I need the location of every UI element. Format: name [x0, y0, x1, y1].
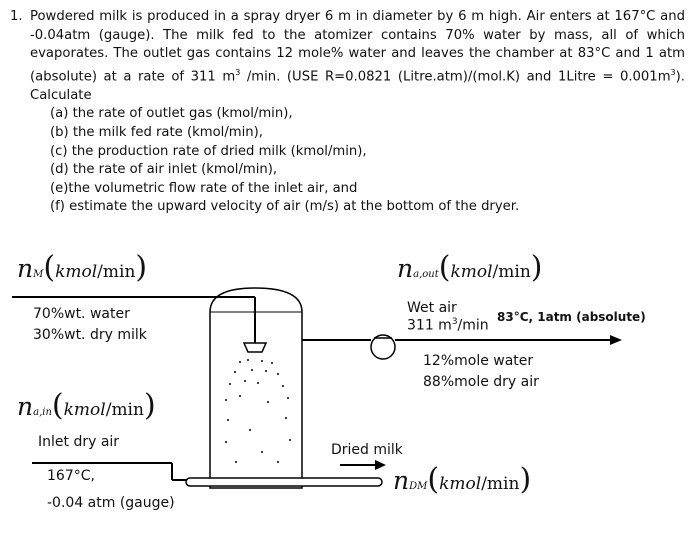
statement-text-end: ). Calculate [30, 69, 685, 103]
outlet-water-label: 12%mole water [423, 353, 534, 369]
outlet-conditions-label: 83°C, 1atm (absolute) [497, 310, 646, 324]
droplet [251, 369, 253, 371]
paren: ) [530, 250, 543, 285]
droplet [261, 360, 263, 362]
symbol-n: n [397, 254, 414, 283]
droplet [289, 439, 291, 441]
rate-sup: 3 [451, 317, 458, 327]
part-a: (a) the rate of outlet gas (kmol/min), [50, 106, 293, 122]
statement-text: Powdered milk is produced in a spray dryer 6 m in diameter by 6 m high. Air enters at 167°C and -0.04atm (gauge). The milk fed to the atomizer contains 70% water by mass, all of which evaporates. The outlet gas contains 12 mole% water and leaves the chamber at 83°C and 1 atm (absolute) at a rate of 311 m [30, 9, 685, 85]
unit-den: /min [105, 400, 144, 420]
unit-den-text: min [498, 262, 531, 282]
droplet [244, 380, 246, 382]
atomizer-nozzle [244, 343, 266, 352]
superscript: 3 [235, 67, 241, 77]
symbol-n: n [17, 254, 34, 283]
wet-air-label: Wet air [407, 300, 457, 316]
symbol-sub: a,out [413, 269, 439, 280]
symbol-sub: DM [409, 481, 428, 492]
spray-droplets [225, 359, 291, 463]
product-conveyor [186, 478, 382, 486]
feed-flow-symbol [17, 250, 147, 285]
inlet-air-label: Inlet dry air [38, 434, 120, 450]
symbol-sub: a,in [33, 407, 52, 418]
symbol-n: n [393, 466, 410, 495]
unit-num: kmol [450, 262, 493, 282]
droplet [225, 441, 227, 443]
unit-den-text: min [111, 400, 144, 420]
unit-den-text: min [102, 262, 136, 282]
feed-water-label: 70%wt. water [33, 306, 130, 322]
part-e: (e)the volumetric flow rate of the inlet air, and [50, 180, 358, 196]
droplet [257, 382, 259, 384]
rate-value: 311 m [407, 317, 452, 334]
statement-text-mid: /min. (USE R=0.0821 (Litre.atm)/(mol.K) and 1Litre = 0.001m [240, 69, 671, 85]
droplet [265, 370, 267, 372]
unit-num: kmol [63, 400, 106, 420]
part-c: (c) the production rate of dried milk (kmol/min), [50, 143, 367, 159]
droplet [261, 451, 263, 453]
wet-air-rate [407, 317, 489, 334]
unit-den: /min [492, 262, 531, 282]
droplet [235, 461, 237, 463]
product-arrow-icon [375, 460, 386, 470]
superscript: 3 [670, 67, 676, 77]
inlet-temp-label: 167°C, [47, 468, 95, 484]
droplet [239, 395, 241, 397]
droplet [271, 362, 273, 364]
droplet [229, 383, 231, 385]
outlet-flow-symbol [397, 250, 543, 285]
paren: ( [438, 250, 451, 285]
unit-den: /min [481, 474, 520, 494]
inlet-flow-symbol [17, 388, 156, 423]
part-f: (f) estimate the upward velocity of air (m/s) at the bottom of the dryer. [50, 199, 520, 215]
unit-den-text: min [486, 474, 520, 494]
unit-num: kmol [55, 262, 98, 282]
rate-unit: /min [457, 317, 489, 334]
paren: ) [519, 462, 532, 497]
droplet [239, 361, 241, 363]
product-flow-symbol [393, 462, 531, 497]
droplet [282, 385, 284, 387]
paren: ) [143, 388, 156, 423]
symbol-n: n [17, 392, 34, 421]
droplet [285, 417, 287, 419]
symbol-sub: M [33, 269, 44, 280]
droplet [277, 373, 279, 375]
problem-number: 1. [10, 9, 23, 24]
unit-den: /min [97, 262, 136, 282]
unit-num: kmol [439, 474, 482, 494]
droplet [227, 419, 229, 421]
droplet [234, 371, 236, 373]
droplet [225, 399, 227, 401]
droplet [287, 397, 289, 399]
droplet [277, 461, 279, 463]
dried-milk-label: Dried milk [331, 442, 403, 458]
paren: ( [427, 462, 440, 497]
droplet [247, 359, 249, 361]
part-d: (d) the rate of air inlet (kmol/min), [50, 162, 278, 178]
outlet-arrow-icon [610, 335, 622, 345]
inlet-pressure-label: -0.04 atm (gauge) [47, 495, 175, 511]
feed-milk-label: 30%wt. dry milk [33, 327, 147, 343]
paren: ) [135, 250, 148, 285]
part-b: (b) the milk fed rate (kmol/min), [50, 124, 263, 140]
paren: ( [51, 388, 64, 423]
outlet-air-label: 88%mole dry air [423, 374, 539, 390]
paren: ( [43, 250, 56, 285]
droplet [267, 401, 269, 403]
droplet [249, 429, 251, 431]
